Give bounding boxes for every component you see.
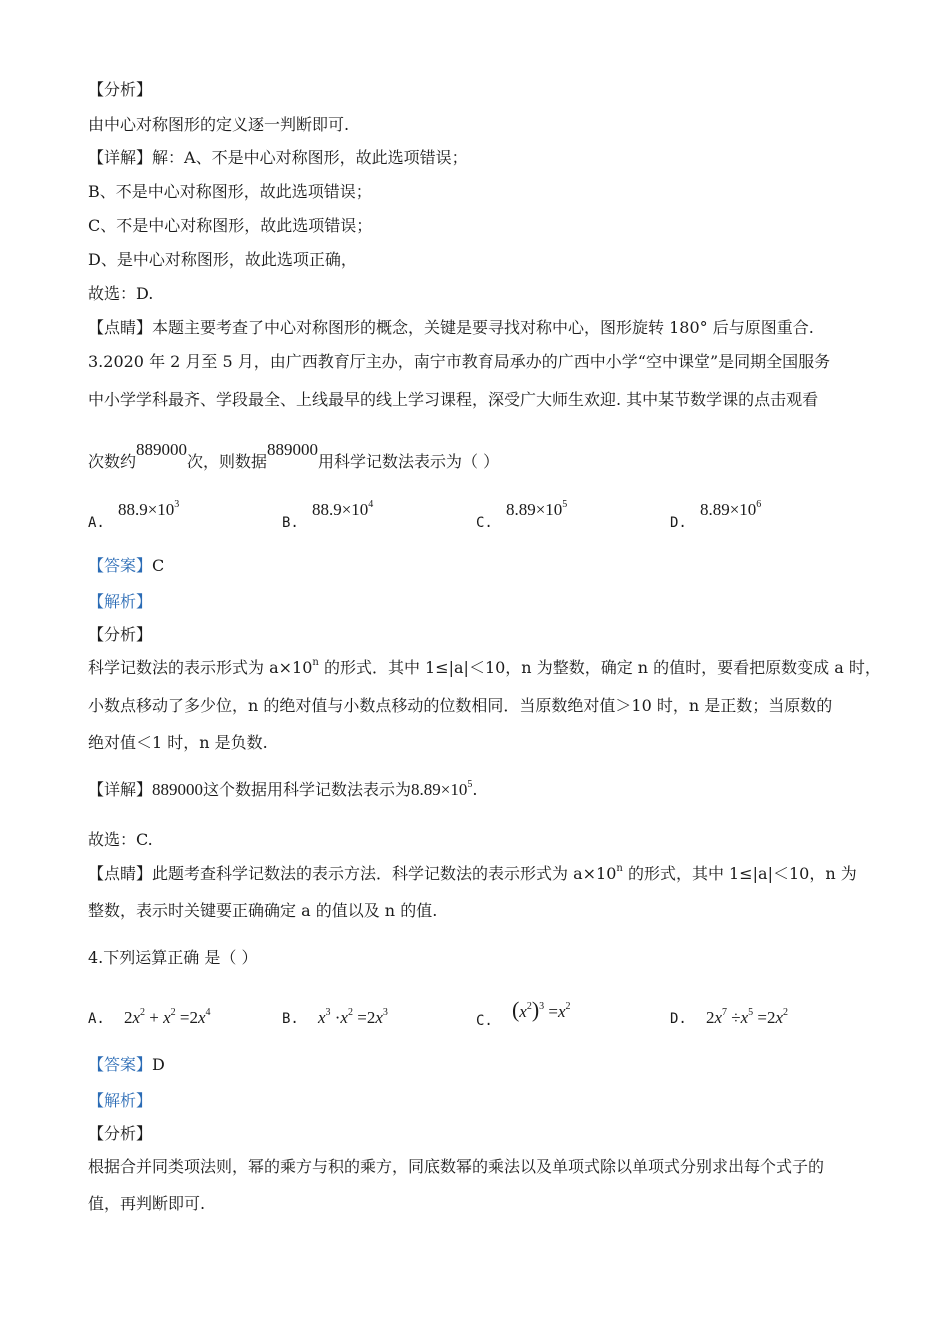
q4-explanation-heading: 【解析】 — [88, 1091, 153, 1110]
q3-value-2: 889000 — [267, 440, 319, 459]
q2-detail-c: C、不是中心对称图形，故此选项错误； — [88, 216, 373, 235]
q4-option-b[interactable]: B. $x^3 \cdot x^2 =2x^3$ — [282, 1007, 388, 1027]
q4-answer: 【答案】D — [88, 1055, 165, 1074]
q3-answer: 【答案】C — [88, 556, 165, 575]
q3-option-d[interactable]: D. $8.89\times 10^6$ — [670, 499, 762, 531]
q3-option-b[interactable]: B. $88.9\times 10^4$ — [282, 499, 374, 531]
q3-comment-line2: 整数，表示时关键要正确确定 a 的值以及 n 的值. — [88, 901, 438, 920]
q3-analysis-line3: 绝对值＜1 时，n 是负数. — [88, 733, 268, 752]
q4-option-d[interactable]: D. $2x^7 \div x^5 =2x^2$ — [670, 1007, 789, 1027]
q3-explanation-heading: 【解析】 — [88, 592, 153, 611]
q3-option-a[interactable]: A. $88.9\times 10^3$ — [88, 499, 180, 531]
q2-analysis-text: 由中心对称图形的定义逐一判断即可. — [88, 115, 350, 134]
q2-analysis-heading: 【分析】 — [88, 80, 153, 99]
q4-analysis-line1: 根据合并同类项法则，幂的乘方与积的乘方，同底数幂的乘法以及单项式除以单项式分别求出每个式子的 — [88, 1157, 825, 1176]
q4-analysis-heading: 【分析】 — [88, 1124, 153, 1143]
q3-stem-line2: 中小学学科最齐、学段最全、上线最早的线上学习课程，深受广大师生欢迎. 其中某节数学课的点击观看 — [88, 390, 819, 409]
q3-detail: 【详解】889000这个数据用科学记数法表示为$8.89\times 10^5$. — [88, 779, 478, 799]
q2-choose: 故选：D. — [88, 284, 154, 303]
q3-choose: 故选：C. — [88, 830, 153, 849]
q2-detail-b: B、不是中心对称图形，故此选项错误； — [88, 182, 372, 201]
q3-stem-line1: 3.2020 年 2 月至 5 月，由广西教育厅主办，南宁市教育局承办的广西中小学“空中课堂”是同期全国服务 — [88, 352, 831, 371]
q4-option-c[interactable]: C. $(x^2)^3 =x^2$ — [476, 997, 571, 1029]
q2-detail-line: 【详解】解：A、不是中心对称图形，故此选项错误； — [88, 148, 468, 167]
q3-comment-line1: 【点睛】此题考查科学记数法的表示方法．科学记数法的表示形式为 $a\times 10^n$ 的形式，其中 1≤|a|＜10，n 为 — [88, 863, 857, 883]
q2-detail-d: D、是中心对称图形，故此选项正确， — [88, 250, 357, 269]
q3-value: 889000 — [136, 440, 188, 459]
q4-option-a[interactable]: A. $2x^2 + x^2 =2x^4$ — [88, 1007, 211, 1027]
q3-analysis-line2: 小数点移动了多少位，n 的绝对值与小数点移动的位数相同．当原数绝对值＞10 时，n 是正数；当原数的 — [88, 696, 833, 715]
q3-analysis-heading: 【分析】 — [88, 625, 153, 644]
q3-option-c[interactable]: C. $8.89\times 10^5$ — [476, 499, 568, 531]
q4-analysis-line2: 值，再判断即可. — [88, 1194, 206, 1213]
q3-stem-line3: 次数约889000次，则数据889000用科学记数法表示为（ ） — [88, 440, 500, 471]
q2-comment: 【点睛】本题主要考查了中心对称图形的概念，关键是要寻找对称中心，图形旋转 180° 后与原图重合. — [88, 318, 814, 337]
q3-analysis-line1: 科学记数法的表示形式为 $a\times 10^n$ 的形式．其中 1≤|a|＜10，n 为整数，确定 n 的值时，要看把原数变成 a 时， — [88, 657, 881, 677]
q4-stem: 4.下列运算正确 是（ ） — [88, 948, 258, 967]
